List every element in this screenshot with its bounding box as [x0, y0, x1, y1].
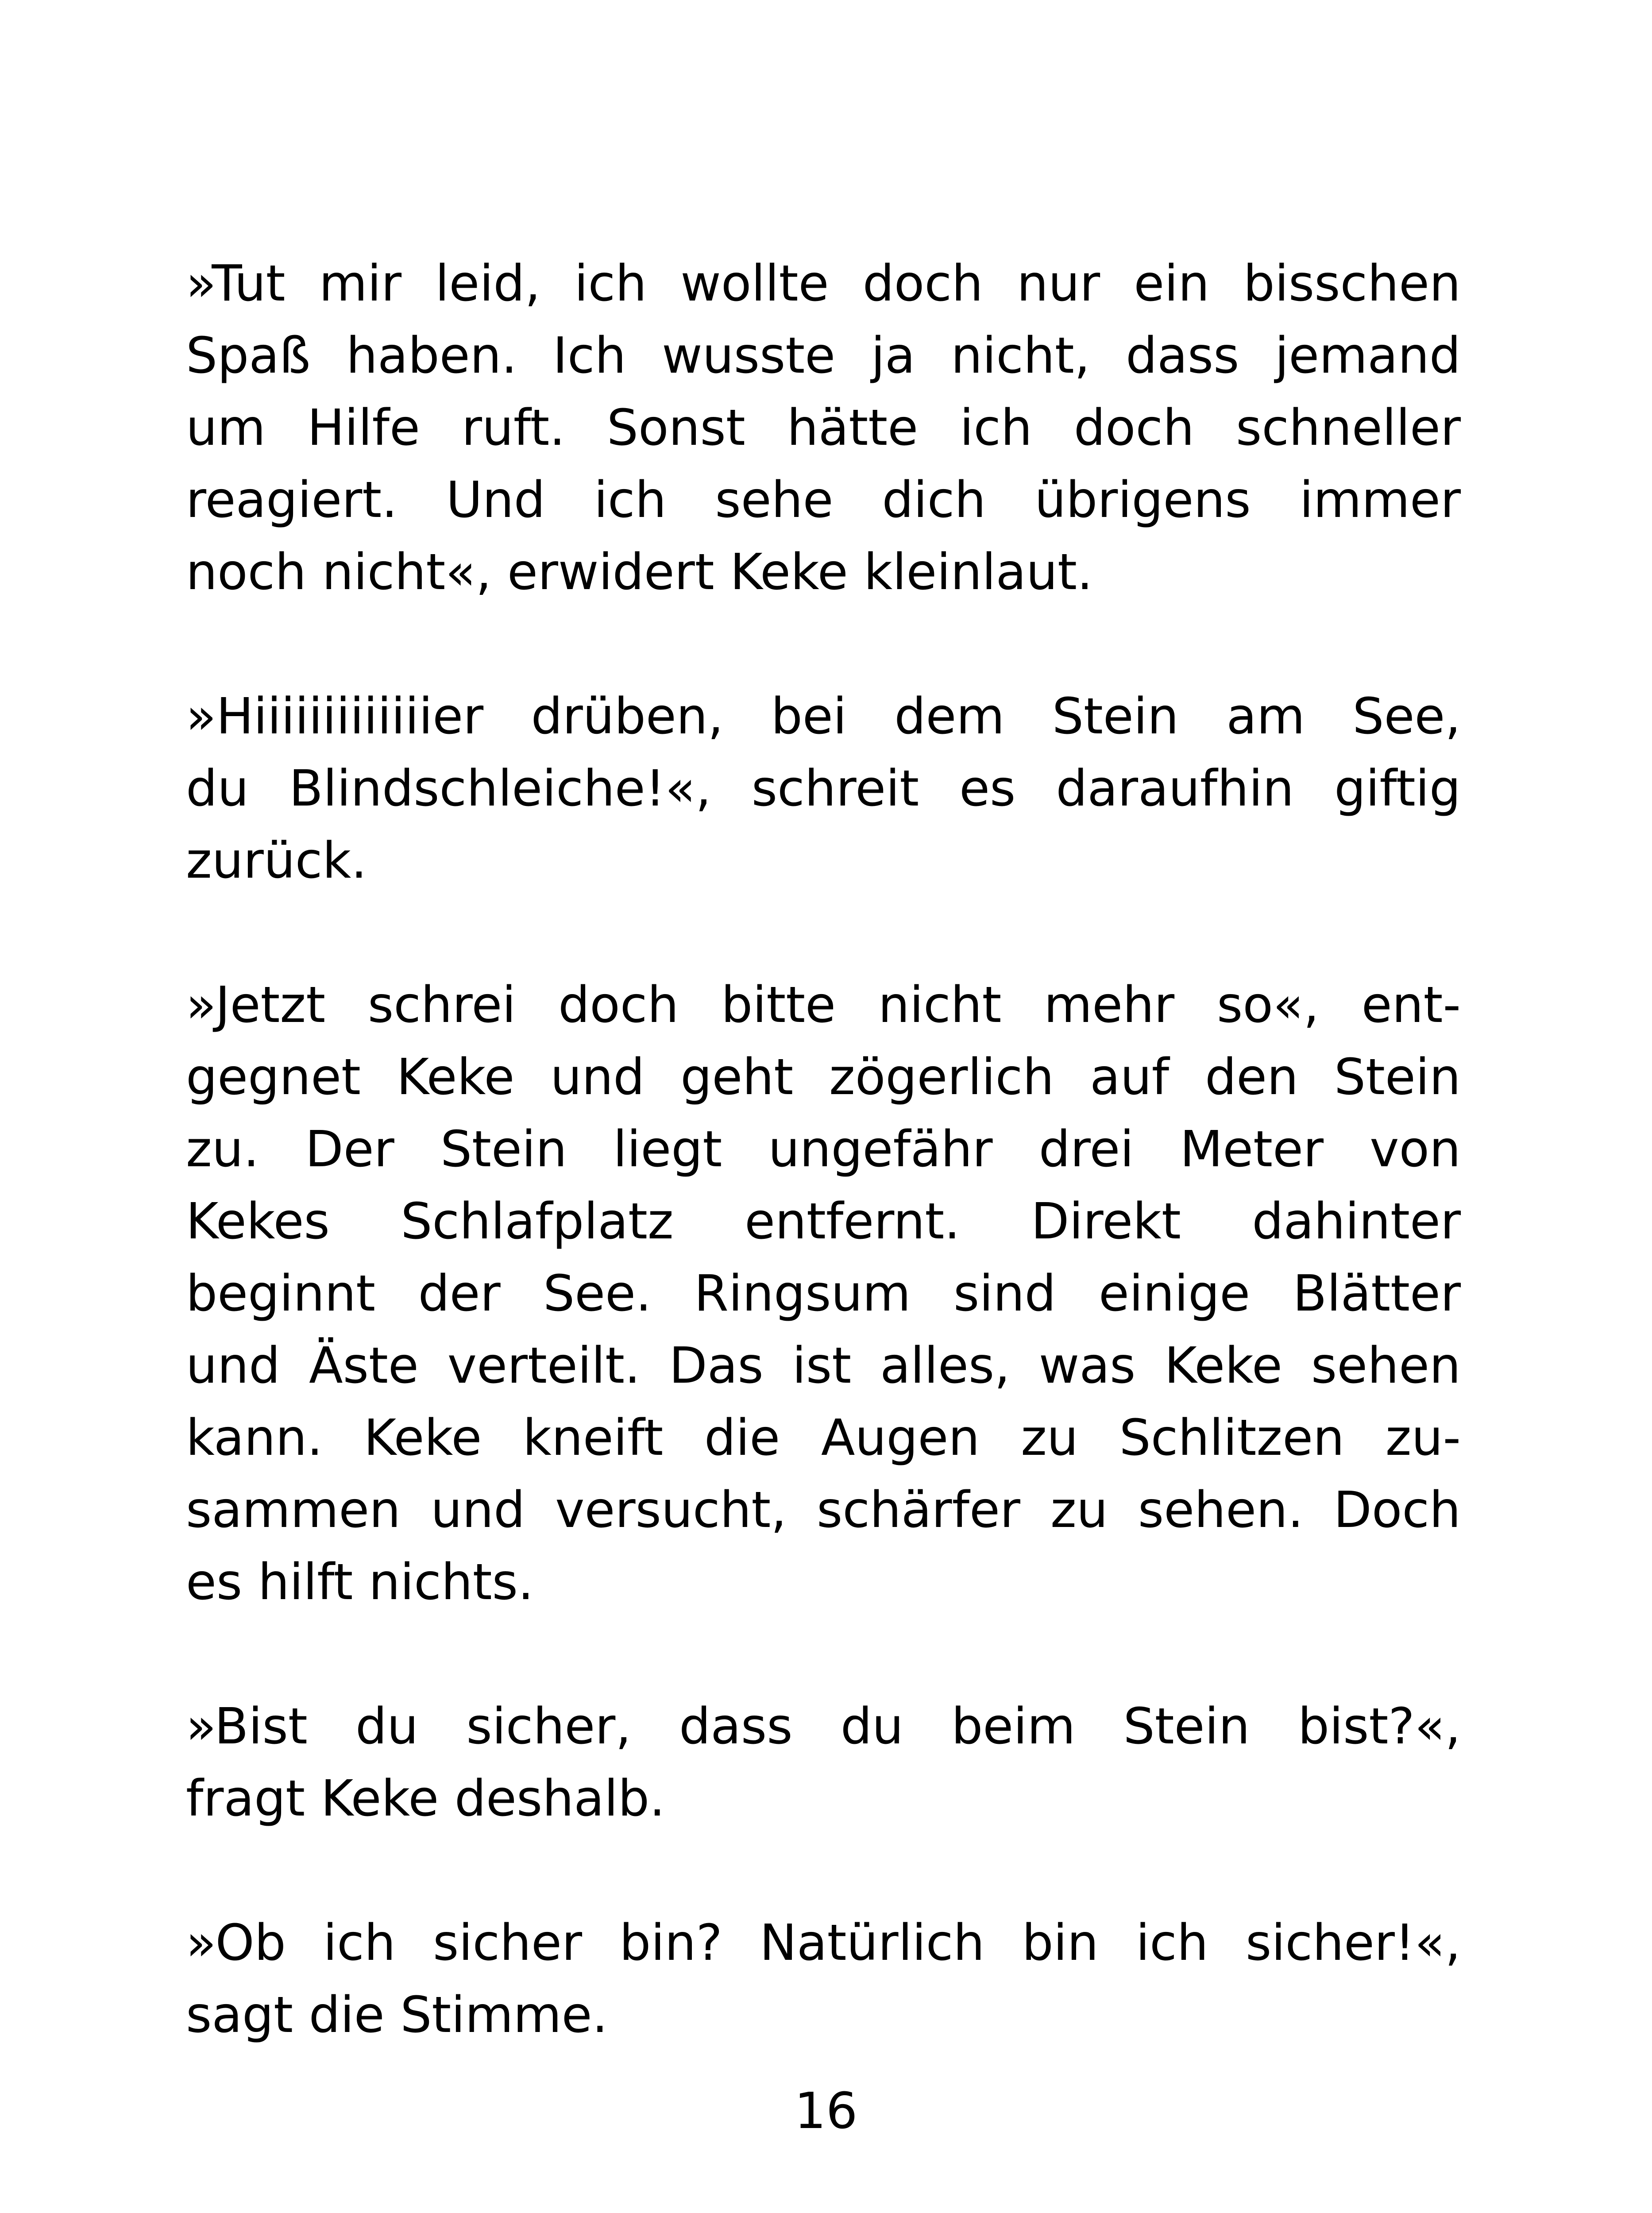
- text-line: beginnt der See. Ringsum sind einige Blätter: [186, 1265, 1461, 1322]
- text-line: gegnet Keke und geht zögerlich auf den Stein: [186, 1049, 1461, 1106]
- text-line: Kekes Schlafplatz entfernt. Direkt dahinter: [186, 1193, 1461, 1250]
- paragraph-1: [186, 248, 1461, 609]
- text-line: »Jetzt schrei doch bitte nicht mehr so«, ent-: [186, 976, 1461, 1034]
- text-line: Spaß haben. Ich wusste ja nicht, dass jemand: [186, 327, 1461, 385]
- body-text: [186, 248, 1461, 2051]
- text-line: kann. Keke kneift die Augen zu Schlitzen zu-: [186, 1409, 1461, 1467]
- text-line: um Hilfe ruft. Sonst hätte ich doch schneller: [186, 399, 1461, 457]
- text-line: sammen und versucht, schärfer zu sehen. Doch: [186, 1481, 1461, 1539]
- text-line: sagt die Stimme.: [186, 1986, 608, 2044]
- text-line: noch nicht«, erwidert Keke kleinlaut.: [186, 544, 1093, 601]
- text-line: zu. Der Stein liegt ungefähr drei Meter von: [186, 1121, 1461, 1178]
- text-line: »Bist du sicher, dass du beim Stein bist?«,: [186, 1698, 1461, 1755]
- text-line: es hilft nichts.: [186, 1554, 534, 1611]
- text-line: »Tut mir leid, ich wollte doch nur ein bisschen: [186, 255, 1461, 312]
- page-number: 16: [794, 2082, 858, 2140]
- text-line: du Blindschleiche!«, schreit es daraufhin giftig: [186, 760, 1461, 817]
- paragraph-4: [186, 1691, 1461, 1835]
- text-line: zurück.: [186, 832, 367, 890]
- paragraph-3: [186, 969, 1461, 1619]
- text-line: und Äste verteilt. Das ist alles, was Keke sehen: [186, 1337, 1461, 1395]
- text-line: fragt Keke deshalb.: [186, 1770, 665, 1827]
- paragraph-2: [186, 681, 1461, 897]
- paragraph-5: [186, 1907, 1461, 2051]
- text-line: »Ob ich sicher bin? Natürlich bin ich sicher!«,: [186, 1914, 1461, 1972]
- text-line: »Hiiiiiiiiiiiiier drüben, bei dem Stein am See,: [186, 688, 1461, 745]
- text-line: reagiert. Und ich sehe dich übrigens immer: [186, 471, 1461, 529]
